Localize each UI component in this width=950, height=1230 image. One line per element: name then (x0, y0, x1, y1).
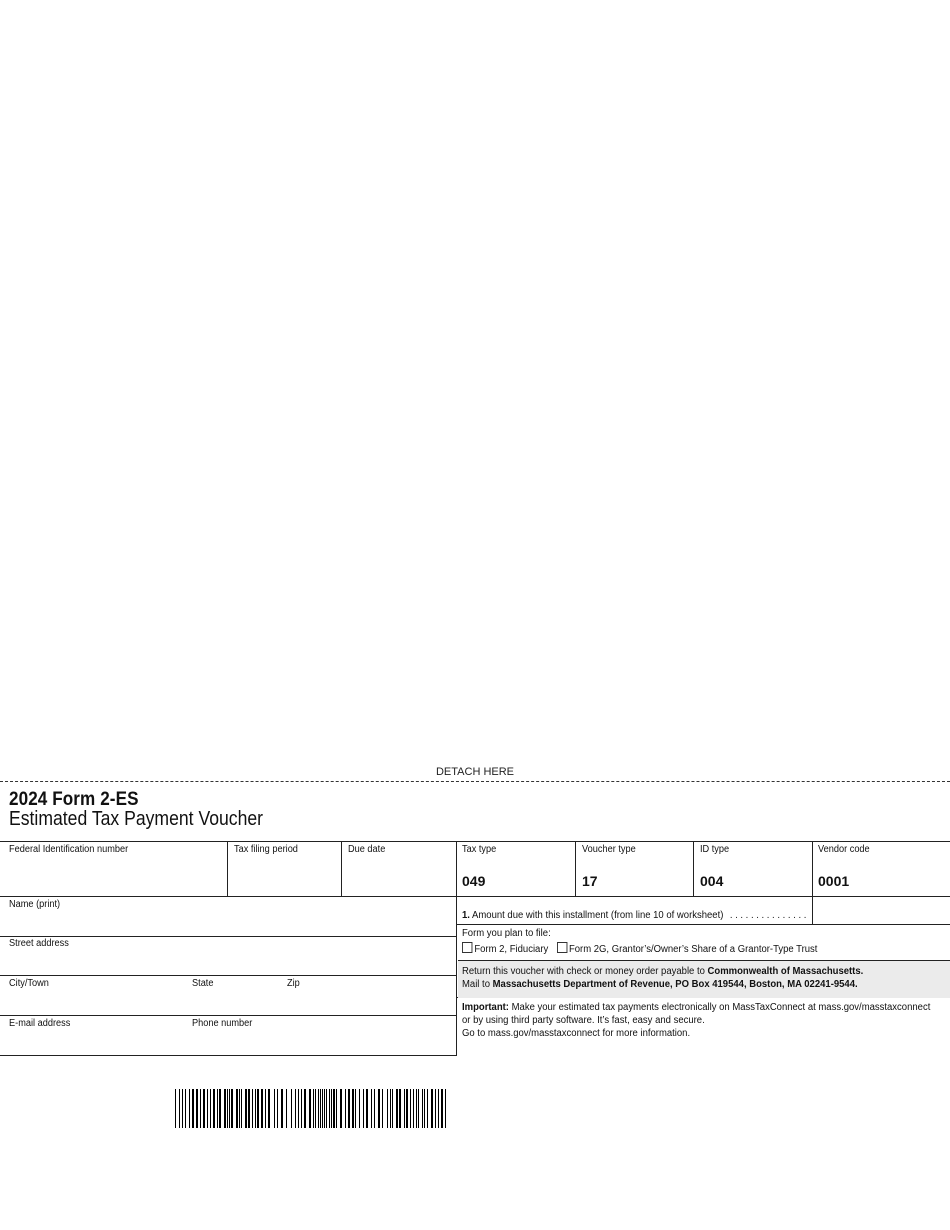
col-rule-4 (575, 841, 576, 896)
barcode-bar (438, 1089, 439, 1128)
important-label: Important: (462, 1002, 509, 1013)
return-info-line-2 (462, 978, 858, 991)
barcode-bar (399, 1089, 401, 1128)
barcode-bar (200, 1089, 201, 1128)
form-2-option-label: Form 2, Fiduciary (474, 944, 549, 955)
barcode-bar (324, 1089, 325, 1128)
barcode-bar (277, 1089, 278, 1128)
barcode-bar (286, 1089, 287, 1128)
email-input[interactable] (1, 1016, 181, 1054)
barcode-bar (404, 1089, 405, 1128)
barcode-bar (268, 1089, 270, 1128)
barcode-bar (406, 1089, 408, 1128)
state-input[interactable] (185, 976, 280, 1014)
amount-line-leader: . . . . . . . . . . . . . . . (729, 910, 807, 921)
barcode-bar (431, 1089, 433, 1128)
barcode-bar (340, 1089, 342, 1128)
barcode-bar (320, 1089, 321, 1128)
amount-line-text: Amount due with this installment (from line 10 of worksheet) (472, 910, 724, 921)
barcode-bar (435, 1089, 436, 1128)
barcode-bar (265, 1089, 266, 1128)
payee-name: Commonwealth of Massachusetts. (707, 966, 864, 977)
amount-line-number: 1. (462, 910, 470, 921)
barcode-bar (207, 1089, 208, 1128)
fein-label: Federal Identification number (9, 844, 129, 855)
barcode-bar (295, 1089, 296, 1128)
barcode-bar (185, 1089, 186, 1128)
form-plan-options (462, 942, 817, 956)
state-label: State (192, 978, 214, 989)
tax-type-value: 049 (462, 873, 486, 889)
barcode-bar (315, 1089, 316, 1128)
email-label: E-mail address (9, 1018, 71, 1029)
barcode-bar (348, 1089, 350, 1128)
phone-label: Phone number (192, 1018, 253, 1029)
barcode-bar (371, 1089, 372, 1128)
barcode-bar (203, 1089, 205, 1128)
barcode-bar (326, 1089, 327, 1128)
form-plan-label: Form you plan to file: (462, 928, 551, 939)
tax-type-label: Tax type (462, 844, 497, 855)
barcode-bar (366, 1089, 368, 1128)
street-address-input[interactable] (1, 937, 455, 974)
barcode-bar (352, 1089, 354, 1128)
barcode-bar (374, 1089, 375, 1128)
barcode-bar (309, 1089, 311, 1128)
form-2g-checkbox[interactable] (557, 942, 567, 953)
barcode-bar (333, 1089, 335, 1128)
barcode-bar (363, 1089, 364, 1128)
barcode-bar (382, 1089, 383, 1128)
barcode-bar (281, 1089, 283, 1128)
row-rule-5 (0, 1055, 457, 1056)
return-info-prefix: Return this voucher with check or money order payable to (462, 966, 708, 977)
barcode-bar (396, 1089, 398, 1128)
barcode-bar (298, 1089, 299, 1128)
important-line-1 (462, 1001, 930, 1014)
vendor-code-label: Vendor code (818, 844, 870, 855)
col-rule-3 (456, 841, 457, 1055)
amount-line (462, 909, 806, 922)
barcode-bar (336, 1089, 337, 1128)
barcode-bar (416, 1089, 417, 1128)
barcode-bar (245, 1089, 247, 1128)
barcode-bar (304, 1089, 306, 1128)
id-type-label: ID type (700, 844, 730, 855)
barcode-bar (255, 1089, 256, 1128)
barcode-bar (252, 1089, 253, 1128)
tax-filing-period-input[interactable] (228, 842, 340, 895)
vendor-code-value: 0001 (818, 873, 850, 889)
form-2-checkbox[interactable] (462, 942, 472, 953)
barcode-bar (322, 1089, 323, 1128)
detach-dashed-line (0, 781, 950, 782)
street-address-label: Street address (9, 938, 69, 949)
barcode-bar (441, 1089, 443, 1128)
barcode-bar (313, 1089, 314, 1128)
barcode-bar (301, 1089, 302, 1128)
barcode-bar (355, 1089, 356, 1128)
important-text-1: Make your estimated tax payments electronically on MassTaxConnect at mass.gov/masstaxconnect (508, 1002, 931, 1013)
voucher-type-label: Voucher type (582, 844, 636, 855)
barcode-bar (236, 1089, 238, 1128)
barcode-bar (329, 1089, 330, 1128)
barcode-bar (331, 1089, 332, 1128)
name-label: Name (print) (9, 899, 61, 910)
important-line-3: Go to mass.gov/masstaxconnect for more information. (462, 1028, 691, 1039)
barcode (175, 1089, 447, 1128)
barcode-bar (175, 1089, 176, 1128)
barcode-bar (227, 1089, 228, 1128)
barcode-bar (359, 1089, 360, 1128)
barcode-bar (378, 1089, 380, 1128)
barcode-bar (219, 1089, 221, 1128)
barcode-bar (248, 1089, 250, 1128)
barcode-bar (422, 1089, 423, 1128)
right-rule-1 (457, 924, 950, 925)
id-type-value: 004 (700, 873, 724, 889)
form-subtitle: Estimated Tax Payment Voucher (9, 808, 264, 830)
barcode-bar (387, 1089, 388, 1128)
barcode-bar (392, 1089, 393, 1128)
phone-input[interactable] (185, 1016, 455, 1054)
barcode-bar (445, 1089, 446, 1128)
barcode-bar (210, 1089, 211, 1128)
barcode-bar (318, 1089, 319, 1128)
city-input[interactable] (1, 976, 181, 1014)
fein-input[interactable] (1, 842, 226, 895)
barcode-bar (224, 1089, 226, 1128)
barcode-bar (410, 1089, 411, 1128)
barcode-bar (424, 1089, 425, 1128)
barcode-bar (427, 1089, 428, 1128)
tax-filing-period-label: Tax filing period (234, 844, 298, 855)
barcode-bar (189, 1089, 190, 1128)
col-rule-5 (693, 841, 694, 896)
barcode-bar (196, 1089, 198, 1128)
zip-label: Zip (287, 978, 300, 989)
barcode-bar (345, 1089, 346, 1128)
barcode-bar (229, 1089, 230, 1128)
barcode-bar (291, 1089, 292, 1128)
barcode-bar (274, 1089, 275, 1128)
mail-to-prefix: Mail to (462, 979, 493, 990)
form-2g-option-label: Form 2G, Grantor’s/Owner’s Share of a Grantor-Type Trust (568, 944, 818, 955)
barcode-bar (261, 1089, 263, 1128)
barcode-bar (239, 1089, 240, 1128)
due-date-label: Due date (348, 844, 386, 855)
barcode-bar (192, 1089, 194, 1128)
voucher-type-value: 17 (582, 873, 598, 889)
zip-input[interactable] (281, 976, 455, 1014)
detach-here-label: DETACH HERE (435, 766, 515, 778)
barcode-bar (213, 1089, 215, 1128)
barcode-bar (413, 1089, 414, 1128)
barcode-bar (257, 1089, 259, 1128)
barcode-bar (231, 1089, 233, 1128)
name-input[interactable] (1, 897, 455, 935)
barcode-bar (179, 1089, 180, 1128)
barcode-bar (418, 1089, 419, 1128)
barcode-bar (217, 1089, 218, 1128)
due-date-input[interactable] (342, 842, 455, 895)
barcode-bar (241, 1089, 242, 1128)
amount-due-input[interactable] (813, 897, 949, 923)
mailing-address: Massachusetts Department of Revenue, PO Box 419544, Boston, MA 02241-9544. (492, 979, 858, 990)
barcode-bar (182, 1089, 183, 1128)
barcode-bar (390, 1089, 391, 1128)
form-title: 2024 Form 2-ES (9, 789, 139, 810)
important-line-2: or by using third party software. It’s fast, easy and secure. (462, 1015, 705, 1026)
return-info-line-1 (462, 965, 863, 978)
city-label: City/Town (9, 978, 49, 989)
